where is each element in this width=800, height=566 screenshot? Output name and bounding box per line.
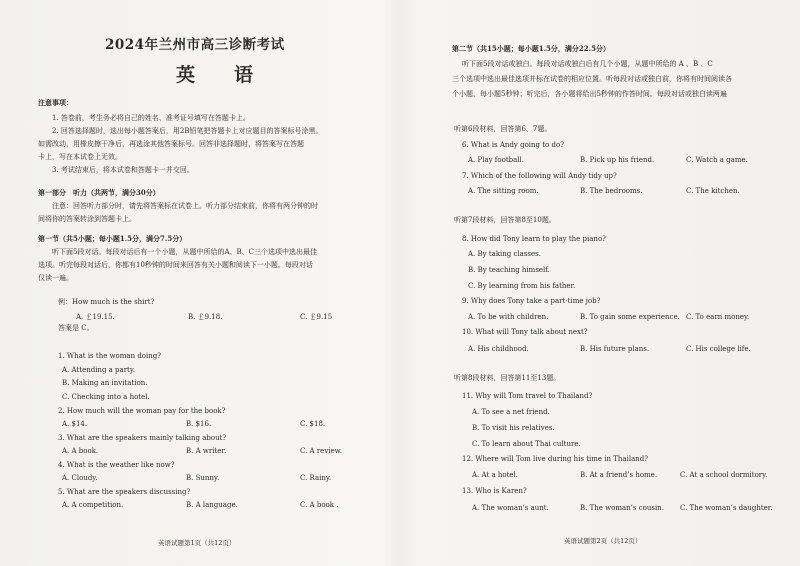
question-2-option-c: C. $18. bbox=[300, 420, 326, 428]
subject-title: 英 语 bbox=[176, 64, 264, 86]
notice-line: 卡上，写在本试卷上无效。 bbox=[38, 153, 122, 161]
section1-heading: 第一节（共5小题；每小题1.5分，满分7.5分） bbox=[38, 234, 187, 243]
question-10-option-c: C. His college life. bbox=[686, 345, 751, 353]
example-option-a: A. ￡19.15. bbox=[76, 313, 115, 321]
part1-note: 间将你的答案转涂到答题卡上。 bbox=[38, 215, 136, 223]
page-footer: 英语试题第1页（共12页） bbox=[158, 539, 236, 547]
question-9: 9. Why does Tony take a part-time job? bbox=[462, 297, 601, 305]
question-6-option-c: C. Watch a game. bbox=[686, 156, 748, 164]
example-answer: 答案是 C。 bbox=[58, 324, 94, 332]
section1-instr: 仅读一遍。 bbox=[38, 274, 73, 282]
question-12: 12. Where will Tom live during his time in Thailand? bbox=[462, 455, 648, 463]
section2-instr: 个小题，每小题5秒钟；听完后，各小题将给出5秒钟的作答时间。每段对话或独白读两遍 bbox=[452, 90, 727, 98]
question-7-option-b: B. The bedrooms. bbox=[580, 187, 643, 195]
question-4: 4. What is the weather like now? bbox=[58, 461, 175, 469]
example-option-c: C. ￡9.15 bbox=[300, 313, 333, 321]
question-11-option-c: C. To learn about Thai culture. bbox=[472, 440, 581, 448]
notice-line: 如需改动，用橡皮擦干净后，再选涂其他答案标号。回答非选择题时，将答案写在答题 bbox=[38, 140, 304, 148]
question-12-option-c: C. At a school dormitory. bbox=[680, 471, 768, 479]
question-11-option-a: A. To see a net friend. bbox=[472, 408, 550, 416]
question-3-option-b: B. A writer. bbox=[186, 447, 227, 455]
question-13-option-b: B. The woman’s cousin. bbox=[580, 504, 664, 512]
question-1-option-b: B. Making an invitation. bbox=[62, 379, 148, 387]
question-6-option-a: A. Play football. bbox=[468, 156, 524, 164]
question-9-option-b: B. To gain some experience. bbox=[580, 313, 680, 321]
question-13-option-c: C. The woman’s daughter. bbox=[680, 504, 773, 512]
question-11: 11. Why will Tom travel to Thailand? bbox=[462, 392, 593, 400]
question-12-option-a: A. At a hotel. bbox=[472, 471, 519, 479]
question-8: 8. How did Tony learn to play the piano? bbox=[462, 235, 606, 243]
section1-instr: 听下面5段对话。每段对话后有一个小题，从题中所给的A、B、C三个选项中选出最佳 bbox=[52, 248, 318, 256]
question-7-option-c: C. The kitchen. bbox=[686, 187, 740, 195]
question-2: 2. How much will the woman pay for the book? bbox=[58, 407, 226, 415]
question-1: 1. What is the woman doing? bbox=[58, 352, 161, 360]
question-10-option-b: B. His future plans. bbox=[580, 345, 650, 353]
question-12-option-b: B. At a friend’s home. bbox=[580, 471, 658, 479]
question-6-option-b: B. Pick up his friend. bbox=[580, 156, 655, 164]
example-option-b: B. ￡9.18. bbox=[188, 313, 223, 321]
question-4-option-b: B. Sunny. bbox=[186, 474, 220, 482]
notice-line: 3. 考试结束后，将本试卷和答题卡一并交回。 bbox=[52, 166, 194, 174]
question-1-option-a: A. Attending a party. bbox=[62, 366, 136, 374]
question-5: 5. What are the speakers discussing? bbox=[58, 488, 191, 496]
part1-heading: 第一部分 听力（共两节，满分30分） bbox=[38, 188, 160, 197]
group-6-heading: 听第6段材料，回答第6、7题。 bbox=[454, 125, 552, 133]
question-5-option-b: B. A language. bbox=[186, 501, 238, 509]
question-13: 13. Who is Karen? bbox=[462, 487, 527, 495]
question-3-option-a: A. A book. bbox=[62, 447, 99, 455]
question-3: 3. What are the speakers mainly talking about? bbox=[58, 434, 227, 442]
question-2-option-a: A. $14. bbox=[62, 420, 88, 428]
example-question: 例：How much is the shirt? bbox=[58, 298, 155, 306]
question-9-option-a: A. To be with children. bbox=[468, 313, 549, 321]
section1-instr: 选项。听完每段对话后，你都有10秒钟的时间来回答有关小题和阅读下一小题。每段对话 bbox=[38, 261, 313, 269]
group-8-heading: 听第8段材料，回答第11至13题。 bbox=[454, 374, 561, 382]
question-5-option-a: A. A competition. bbox=[62, 501, 124, 509]
question-4-option-a: A. Cloudy. bbox=[62, 474, 98, 482]
question-10: 10. What will Tony talk about next? bbox=[462, 328, 588, 336]
section2-heading: 第二节（共15小题；每小题1.5分，满分22.5分） bbox=[452, 44, 610, 53]
part1-note: 注意：回答听力部分时，请先将答案标在试卷上。听力部分结束前，你将有两分钟的时 bbox=[52, 202, 318, 210]
section2-instr: 听下面5段对话或独白。每段对话或独白后有几个小题，从题中所给的 A 、B 、C bbox=[462, 60, 713, 68]
section2-instr: 三个选项中选出最佳选项并标在试卷的相应位置。听每段对话或独白前，你将有时间阅读各 bbox=[452, 75, 732, 83]
group-7-heading: 听第7段材料，回答第8至10题。 bbox=[454, 216, 556, 224]
question-7: 7. Which of the following will Andy tidy up? bbox=[462, 172, 617, 180]
page-footer: 英语试题第2页（共12页） bbox=[564, 537, 642, 545]
exam-page-2 bbox=[400, 0, 800, 566]
question-11-option-b: B. To visit his relatives. bbox=[472, 424, 555, 432]
question-9-option-c: C. To earn money. bbox=[686, 313, 750, 321]
question-7-option-a: A. The sitting room. bbox=[468, 187, 539, 195]
question-10-option-a: A. His childhood. bbox=[468, 345, 529, 353]
question-1-option-c: C. Checking into a hotel. bbox=[62, 393, 150, 401]
notice-heading: 注意事项： bbox=[38, 98, 73, 107]
question-3-option-c: C. A review. bbox=[300, 447, 343, 455]
question-5-option-c: C. A book . bbox=[300, 501, 339, 509]
question-8-option-b: B. By teaching himself. bbox=[468, 266, 550, 274]
notice-line: 1. 答卷前，考生务必将自己的姓名、准考证号填写在答题卡上。 bbox=[52, 114, 250, 122]
question-8-option-a: A. By taking classes. bbox=[468, 250, 541, 258]
exam-title: 2024年兰州市高三诊断考试 bbox=[105, 37, 285, 53]
question-2-option-b: B. $16. bbox=[186, 420, 212, 428]
question-8-option-c: C. By learning from his father. bbox=[468, 282, 576, 290]
notice-line: 2. 回答选择题时，选出每小题答案后，用2B铅笔把答题卡上对应题目的答案标号涂黑。 bbox=[52, 127, 323, 135]
question-4-option-c: C. Rainy. bbox=[300, 474, 332, 482]
question-6: 6. What is Andy going to do? bbox=[462, 141, 564, 149]
question-13-option-a: A. The woman’s aunt. bbox=[472, 504, 549, 512]
